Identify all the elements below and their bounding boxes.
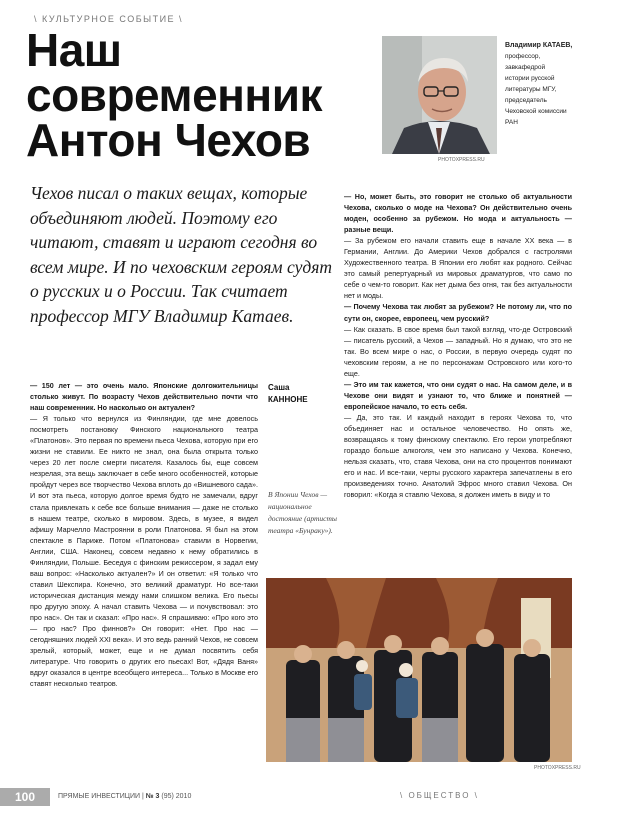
bio-name: Владимир КАТАЕВ, (505, 42, 573, 49)
bio-line: председатель (505, 97, 547, 104)
left-column (30, 380, 258, 689)
headline-line: Наш (26, 24, 122, 76)
lede: Чехов писал о таких вещах, которые объединяют людей. Поэтому его читают, ставят и играют сегодня во всем мире. И по чеховским героям судят о русских и о России. Так считает профессор МГУ Владимир Катаев. (30, 183, 332, 326)
interview-question: — Почему Чехова так любят за рубежом? Не потому ли, что по сути он, скорее, европеец, чем русский? (344, 302, 572, 323)
photo-credit: PHOTOXPRESS.RU (534, 765, 581, 771)
headline-line: Антон Чехов (26, 114, 311, 166)
interview-answer: — Как сказать. В свое время был такой взгляд, что-де Островский — писатель русский, а Чехов — западный. Но я думаю, что это не так. Во всем мире о нас, о России, в первую очередь судят по чеховским героям, а не по персонажам Островского или кого-то еще. (344, 324, 572, 378)
issue-detail: (95) 2010 (161, 793, 192, 800)
bio-line: Чеховской комиссии (505, 108, 567, 115)
bio-line: профессор, (505, 53, 541, 60)
page-number: 100 (0, 788, 50, 806)
bio-line: РАН (505, 119, 518, 126)
bio-line: завкафедрой (505, 64, 546, 71)
interview-question: — Это им так кажется, что они судят о нас. На самом деле, и в Чехове они видят и узнают то, что ближе и понятней — европейское начало, то есть себя. (344, 379, 572, 411)
bio-line: литературы МГУ, (505, 86, 557, 93)
right-column (344, 191, 572, 500)
author (268, 382, 338, 406)
bio-line: истории русской (505, 75, 555, 82)
issue-number: № 3 (145, 793, 160, 800)
author-last-name: КАННОНЕ (268, 395, 308, 404)
author-first-name: Саша (268, 383, 290, 392)
portrait-illustration (382, 36, 497, 154)
portrait-photo (382, 36, 497, 154)
interview-answer: — За рубежом его начали ставить еще в начале XX века — в Германии, Англии. До Америки Чехов добрался с гастролями Художественного театра. В Японии его любят как родного. Сейчас это самый репертуарный из мировых драматургов, что само по себе о чем-то говорит. Как нет дыма без огня, так без актуальности нет и моды. (344, 236, 572, 301)
footer-section-label: \ ОБЩЕСТВО \ (400, 791, 479, 800)
interview-question: — Но, может быть, это говорит не столько об актуальности Чехова, сколько о моде на Чехова? Он действительно очень моден, особенно за рубежом. Но мода и актуальность — разные вещи. (344, 192, 572, 235)
section-tag: \ КУЛЬТУРНОЕ СОБЫТИЕ \ (34, 14, 184, 24)
interview-answer: — Да, это так. И каждый находит в героях Чехова то, что объединяет нас и остальное человечество. Но опять же, возвращаясь к тому финскому спектаклю. Его герои употребляют гораздо больше алкоголя, чем это написано у Чехова. Конечно, нельзя сказать, что, ставя Чехова, они на сто процентов понимают его и нас. И все-таки, черты русского характера запечатлены в его произведениях точно. Анатолий Эфрос много ставил Чехова. Он говорил: «Когда я ставлю Чехова, я должен иметь в виду и то (344, 412, 572, 500)
bio-block (505, 40, 610, 128)
bunraku-illustration (266, 578, 572, 762)
interview-question: — 150 лет — это очень мало. Японские долгожительницы столько живут. По возрасту Чехов действительно почти что наш современник. Но насколько он актуален? (30, 381, 258, 413)
interview-answer: — Я только что вернулся из Финляндии, где мне довелось посмотреть постановку Финского национального театра «Платонов». Это первая по времени пьеса Чехова, которую при его жизни не ставили. Ее никто не знал, она была открыта только через 20 лет после смерти писателя. Казалось бы, еще совсем незрелая, эта вещь заключает в себе много особенностей, которые пройдут через все творчество Чехова вплоть до «Вишневого сада». И вот эта пьеса, которую долгое время будто не замечали, вдруг стала привлекать к себе все больше внимания — даже не столько в нашем театре, сколько в мировом. Здесь, в музее, я видел афишу Марчелло Мастроянни в роли Платонова. Я был на этом спектакле в Париже. Потом «Платонова» ставили в Норвегии, Англии, США. Наконец, совсем недавно к нему обратились в Финляндии, Польше. Беседуя с финским режиссером, я задал ему ваш вопрос: «Насколько актуален?» И он ответил: «Я только что ставил Шекспира. Конечно, это великий драматург. Но все-таки историческая дистанция между нами слишком велика. Его пьесы про другую эпоху. А начал ставить Чехова — и почувствовал: это про нас». Он так и сказал: «Про нас». Я спрашиваю: «Про кого это — про нас? Про финнов?» Он говорит: «Нет. Про нас — сегодняшних людей XXI века». И это ведь ранний Чехов, не совсем зрелый, который, может, еще и не думал посвятить себя литературе. Что говорить о других его пьесах! Вот, «Дядя Ваня» вдруг оказался в центре всеобщего интереса... Только в Москве его ставят несколько театров. (30, 414, 258, 689)
magazine-info: ПРЯМЫЕ ИНВЕСТИЦИИ | № 3 (95) 2010 (58, 793, 192, 800)
headline-line: современник (26, 69, 323, 121)
headline (26, 24, 386, 166)
bunraku-photo (266, 578, 572, 762)
photo-caption: В Японии Чехов — национальное достояние (артисты театра «Бунраку»). (268, 490, 337, 535)
portrait-credit: PHOTOXPRESS.RU (438, 157, 485, 163)
magazine-name: ПРЯМЫЕ ИНВЕСТИЦИИ (58, 793, 141, 800)
